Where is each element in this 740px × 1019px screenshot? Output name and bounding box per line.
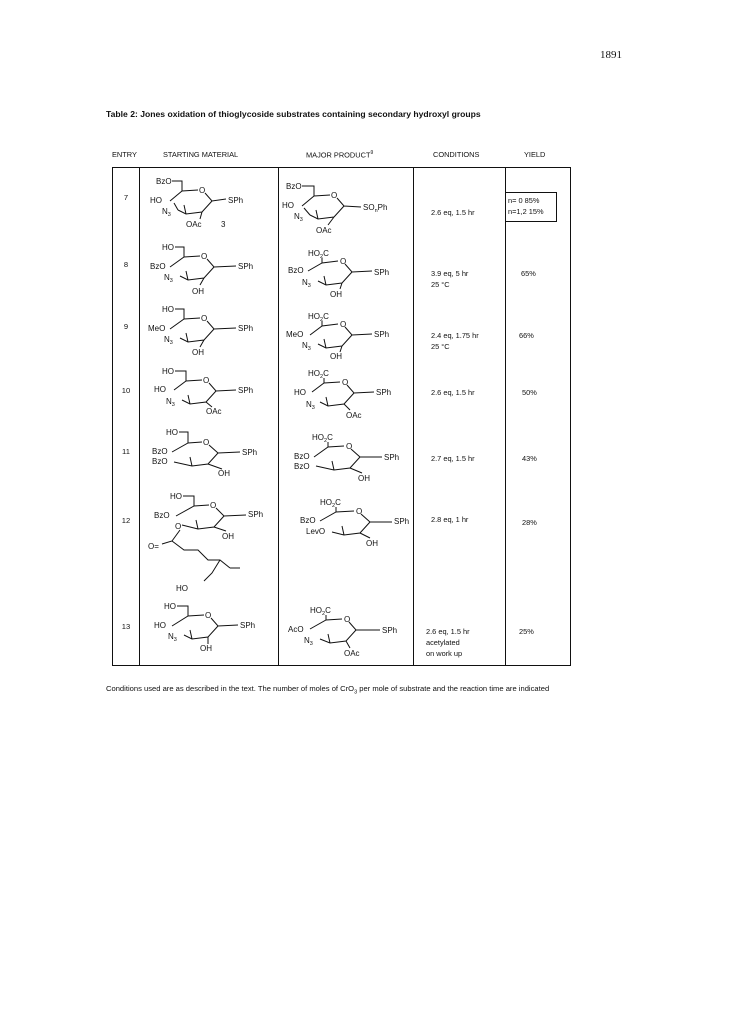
- label-n3: [164, 335, 173, 346]
- structure-entry-8-product: [288, 249, 389, 299]
- label-n-sub: 3: [299, 217, 303, 223]
- label-sph: SPh: [374, 268, 390, 277]
- label-n-sub: 3: [309, 641, 313, 647]
- label-meo: MeO: [286, 330, 304, 339]
- header-conditions: CONDITIONS: [433, 150, 480, 159]
- label-ho: HO: [150, 196, 162, 205]
- structure-entry-7-product: [282, 182, 387, 235]
- yield-value: 43%: [522, 454, 537, 463]
- label-ho: HO: [164, 602, 176, 611]
- conditions-text: 2.6 eq, 1.5 hr: [431, 388, 475, 397]
- label-n3: [302, 278, 311, 289]
- label-sph: SPh: [242, 448, 258, 457]
- label-so-sub: n: [374, 208, 378, 214]
- footnote-sub: 3: [354, 689, 358, 696]
- label-n-sub: 3: [311, 405, 315, 411]
- label-oh: OH: [192, 348, 204, 357]
- label-ho2c: [320, 498, 341, 509]
- label-ho: HO: [170, 492, 182, 501]
- header-yield: YIELD: [524, 150, 546, 159]
- label-o: O: [342, 378, 349, 387]
- label-oh: OH: [218, 469, 230, 478]
- label-n3: [162, 207, 171, 218]
- label-ho2c-sub: 2: [320, 317, 324, 323]
- conditions-text: 2.4 eq, 1.75 hr: [431, 331, 479, 340]
- yield-value: 65%: [521, 269, 536, 278]
- footnote-text-2: per mole of substrate and the reaction time are indicated: [357, 684, 550, 693]
- yield-value: n=1,2 15%: [508, 207, 544, 216]
- label-o: O: [340, 320, 347, 329]
- label-n: N: [164, 273, 170, 282]
- structure-entry-13-start: [154, 602, 255, 653]
- label-sph: SPh: [382, 626, 398, 635]
- label-o: O: [203, 376, 210, 385]
- label-n: N: [302, 341, 308, 350]
- label-o: O: [175, 522, 182, 531]
- label-ho2c-sub: 2: [332, 503, 336, 509]
- label-n-sub: 3: [307, 283, 311, 289]
- label-n: N: [168, 632, 174, 641]
- label-ho: HO: [162, 367, 174, 376]
- conditions-text: 3.9 eq, 5 hr: [431, 269, 469, 278]
- label-n-sub: 3: [307, 346, 311, 352]
- label-ho2c: [308, 312, 329, 323]
- label-o: O: [346, 442, 353, 451]
- label-ho2c: [312, 433, 333, 444]
- label-sph: SPh: [376, 388, 392, 397]
- conditions-note: on work up: [426, 649, 463, 658]
- structure-entry-9-product: [286, 312, 389, 361]
- label-n: N: [304, 636, 310, 645]
- label-oac: OAc: [186, 220, 202, 229]
- label-bzo: BzO: [294, 462, 310, 471]
- label-ho: HO: [282, 201, 294, 210]
- label-oh: OH: [222, 532, 234, 541]
- label-n: N: [294, 212, 300, 221]
- label-n-sub: 3: [171, 402, 175, 408]
- label-sph: SPh: [394, 517, 410, 526]
- label-sph: SPh: [248, 510, 264, 519]
- conditions-text: 2.6 eq, 1.5 hr: [431, 208, 475, 217]
- label-bzo: BzO: [156, 177, 172, 186]
- conditions-text: 2.8 eq, 1 hr: [431, 515, 469, 524]
- label-ho2c-c: C: [323, 369, 329, 378]
- entry-number: 12: [121, 516, 131, 525]
- label-sph: SPh: [240, 621, 256, 630]
- label-bzo: BzO: [294, 452, 310, 461]
- label-n3: [304, 636, 313, 647]
- label-ho: HO: [154, 621, 166, 630]
- label-n: N: [162, 207, 168, 216]
- label-ho2c-sub: 2: [322, 611, 326, 617]
- label-n-sub: 3: [169, 340, 173, 346]
- label-n: N: [306, 400, 312, 409]
- label-ho2c: [308, 369, 329, 380]
- conditions-text: 2.7 eq, 1.5 hr: [431, 454, 475, 463]
- label-o: O: [203, 438, 210, 447]
- footnote-text-1: Conditions used are as described in the text. The number of moles of CrO: [106, 684, 355, 693]
- label-ho: HO: [154, 385, 166, 394]
- label-bzo: BzO: [152, 457, 168, 466]
- label-o: O: [201, 314, 208, 323]
- label-ho: HO: [294, 388, 306, 397]
- label-n3: [164, 273, 173, 284]
- conditions-text: 2.6 eq, 1.5 hr: [426, 627, 470, 636]
- label-o: O: [340, 257, 347, 266]
- conditions-temp: 25 °C: [431, 342, 450, 351]
- label-bzo: BzO: [154, 511, 170, 520]
- table-title: Table 2: Jones oxidation of thioglycoside substrates containing secondary hydroxyl groups: [106, 109, 481, 119]
- yield-value: 66%: [519, 331, 534, 340]
- entry-number: 11: [122, 447, 130, 456]
- label-ho2c-ho: HO: [310, 606, 322, 615]
- structure-entry-12-start: [148, 492, 263, 593]
- label-bzo: BzO: [152, 447, 168, 456]
- structure-entry-7-start: [150, 177, 243, 229]
- structure-entry-12-product: [300, 498, 409, 548]
- entry-number: 13: [121, 622, 131, 631]
- label-n: N: [302, 278, 308, 287]
- structure-entry-9-start: [148, 305, 253, 357]
- label-sph: SPh: [238, 386, 254, 395]
- label-ho2c-c: C: [325, 606, 331, 615]
- conditions-note: acetylated: [426, 638, 460, 647]
- label-oac: OAc: [346, 411, 362, 420]
- label-o: O: [344, 615, 351, 624]
- header-major-product-sup: 9: [370, 150, 374, 156]
- label-oh: OH: [366, 539, 378, 548]
- label-bzo: BzO: [286, 182, 302, 191]
- header-major-product-text: MAJOR PRODUCT: [306, 150, 371, 160]
- structure-entry-11-product: [294, 433, 399, 483]
- label-ho2c-c: C: [327, 433, 333, 442]
- label-oh: OH: [330, 290, 342, 299]
- entry-number: 8: [123, 260, 129, 269]
- label-ho2c-ho: HO: [308, 312, 320, 321]
- label-meo: MeO: [148, 324, 166, 333]
- table-footnote: [106, 683, 606, 699]
- label-bzo: BzO: [150, 262, 166, 271]
- label-n3: [294, 212, 303, 223]
- label-ho2c-c: C: [335, 498, 341, 507]
- label-sph: SPh: [238, 262, 254, 271]
- label-so: SO: [363, 203, 375, 212]
- label-levo: LevO: [306, 527, 326, 536]
- label-o: O: [356, 507, 363, 516]
- label-sph: SPh: [238, 324, 254, 333]
- yield-value: 25%: [519, 627, 534, 636]
- label-ho2c: [308, 249, 329, 260]
- entry-number: 7: [123, 193, 129, 202]
- label-o: O: [201, 252, 208, 261]
- yield-value: 50%: [522, 388, 537, 397]
- label-sph: SPh: [384, 453, 400, 462]
- header-major-product: [306, 150, 373, 159]
- label-ho2c-sub: 2: [324, 438, 328, 444]
- header-entry: ENTRY: [112, 150, 137, 159]
- label-so-ph: Ph: [377, 203, 388, 212]
- structure-entry-10-product: [294, 369, 391, 420]
- label-ho2c-ho: HO: [308, 369, 320, 378]
- label-n: N: [164, 335, 170, 344]
- label-oac: OAc: [316, 226, 332, 235]
- label-ho2c-ho: HO: [308, 249, 320, 258]
- structure-entry-13-product: [288, 606, 397, 658]
- label-ho2c-sub: 2: [320, 254, 324, 260]
- label-aco: AcO: [288, 625, 304, 634]
- label-sph: SPh: [374, 330, 390, 339]
- structure-entry-10-start: [154, 367, 253, 416]
- header-starting-material: STARTING MATERIAL: [163, 150, 239, 159]
- label-n-sub: 3: [169, 278, 173, 284]
- label-compound-3: 3: [221, 220, 226, 229]
- label-o-eq: O=: [148, 542, 159, 551]
- label-n3: [168, 632, 177, 643]
- yield-value: 28%: [522, 518, 537, 527]
- label-o: O: [331, 191, 338, 200]
- label-sph: SPh: [228, 196, 244, 205]
- label-n3: [166, 397, 175, 408]
- label-ho2c-sub: 2: [320, 374, 324, 380]
- entry-number: 9: [123, 322, 129, 331]
- label-oh: OH: [330, 352, 342, 361]
- label-ho2c-c: C: [323, 312, 329, 321]
- bond-lines: [167, 181, 226, 219]
- structure-entry-11-start: [152, 428, 257, 478]
- label-n3: [302, 341, 311, 352]
- label-bzo: BzO: [288, 266, 304, 275]
- label-ho2c: [310, 606, 331, 617]
- label-n-sub: 3: [173, 637, 177, 643]
- label-oac: OAc: [206, 407, 222, 416]
- label-o: O: [210, 501, 217, 510]
- label-ho: HO: [166, 428, 178, 437]
- label-ho2c-c: C: [323, 249, 329, 258]
- label-oh: OH: [200, 644, 212, 653]
- label-ho2c-ho: HO: [320, 498, 332, 507]
- label-oh: OH: [192, 287, 204, 296]
- yield-value: n= 0 85%: [508, 196, 540, 205]
- label-o: O: [199, 186, 206, 195]
- label-ho2c-ho: HO: [312, 433, 324, 442]
- label-son: [363, 203, 387, 214]
- label-n3: [306, 400, 315, 411]
- label-n-sub: 3: [167, 212, 171, 218]
- label-bzo: BzO: [300, 516, 316, 525]
- label-o: O: [205, 611, 212, 620]
- structures-drawing: [112, 167, 571, 666]
- label-ho: HO: [162, 243, 174, 252]
- label-oac: OAc: [344, 649, 360, 658]
- label-oh: OH: [358, 474, 370, 483]
- entry-number: 10: [121, 386, 131, 395]
- label-ho: HO: [176, 584, 188, 593]
- label-n: N: [166, 397, 172, 406]
- conditions-temp: 25 °C: [431, 280, 450, 289]
- structure-entry-8-start: [150, 243, 253, 296]
- label-ho: HO: [162, 305, 174, 314]
- page-number: 1891: [600, 49, 622, 61]
